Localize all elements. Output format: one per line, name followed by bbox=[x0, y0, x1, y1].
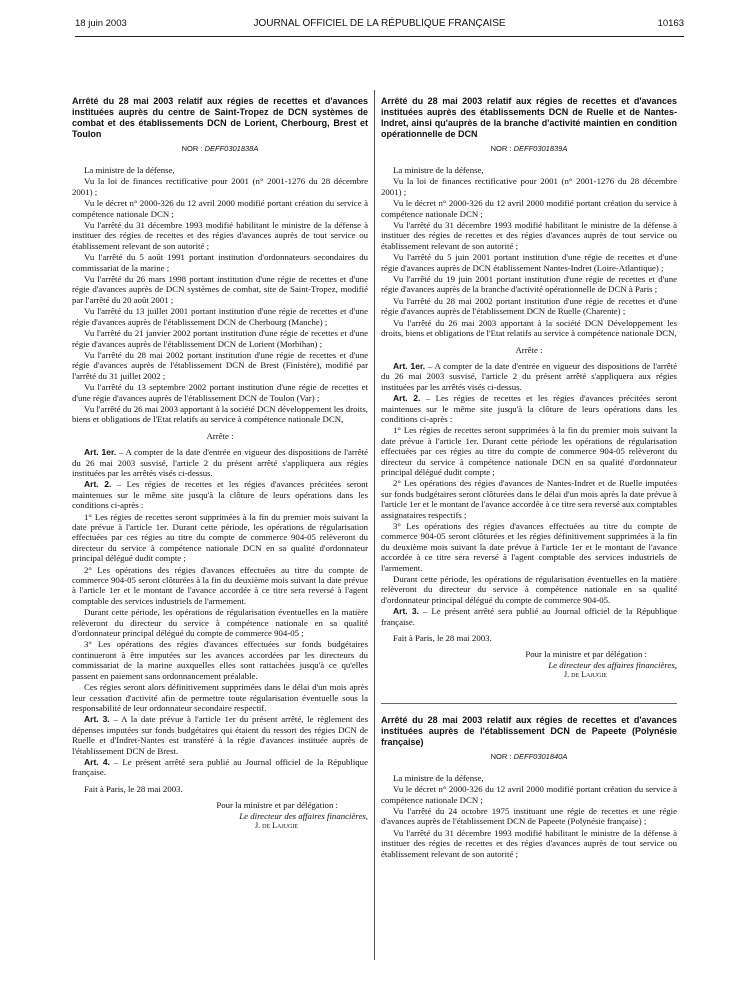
decree-separator bbox=[381, 703, 677, 705]
left-date-place: Fait à Paris, le 28 mai 2003. bbox=[84, 783, 183, 794]
column-divider bbox=[374, 90, 375, 960]
header-journal-title: JOURNAL OFFICIEL DE LA RÉPUBLIQUE FRANÇAISE bbox=[253, 18, 506, 29]
left-paragraph: La ministre de la défense, bbox=[84, 165, 175, 175]
left-nor-code: DEFF0301838A bbox=[204, 144, 259, 153]
right2-decree-title: Arrêté du 28 mai 2003 relatif aux régies de recettes et d'avances instituées auprès de l'établissement DCN de Papeete (Polynésie française) bbox=[381, 714, 677, 747]
header-rule bbox=[75, 36, 684, 37]
left-paragraph: Vu l'arrêté du 13 juillet 2001 portant institution d'une régie de recettes et d'une régie d'avances auprès de l'établissement DCN de Cherbourg (Manche) ; bbox=[72, 306, 368, 327]
right-article-label: Art. 3. bbox=[393, 606, 419, 617]
right2-paragraph: La ministre de la défense, bbox=[393, 772, 484, 783]
right-paragraph: Vu l'arrêté du 31 décembre 1993 modifié habilitant le ministre de la défense à instituer des régies de recettes et des régies d'avances auprès de tout service ou établissement relevant de son autorité ; bbox=[381, 220, 677, 251]
left-article-text: – Les régies de recettes et les régies d'avances précitées seront maintenues sur le même site jusqu'à la clôture de leurs opérations dans les conditions ci-après : bbox=[72, 479, 368, 511]
right-article-label: Art. 1er. bbox=[393, 360, 426, 371]
left-article-item: Durant cette période, les opérations de régularisation éventuelles en la matière relèveront du directeur du service à compétence nationale en sa qualité d'ordonnateur principal délégué du compte de commerce 904-05 ; bbox=[72, 607, 368, 639]
right-article-item: 3° Les opérations des régies d'avances effectuées au titre du compte de commerce 904-05 seront clôturées et les régies définitivement supprimées à la fin du deuxième mois suivant la date prévue à l'article 1er et le montant de l'avance accordée à ce titre sera reversé à l'agent comptable des services industriels de l'armement. bbox=[381, 521, 677, 573]
right-article bbox=[381, 606, 677, 627]
left-article-text: – A compter de la date d'entrée en vigueur des dispositions de l'arrêté du 26 mai 2003 susvisé, l'article 2 du présent arrêté s'appliquera aux régies instituées par les arrêtés visés ci-dessus. bbox=[72, 447, 368, 478]
left-nor-prefix: NOR : bbox=[181, 144, 203, 153]
left-article-text: – A la date prévue à l'article 1er du présent arrêté, le règlement des dépenses imputées sur fonds budgétaires qui étaient du ressort des régies DCN de Ruelle et d'Indret-Nantes est transféré à la régie d'avances instituée auprès de l'établissement DCN de Brest. bbox=[72, 714, 368, 756]
left-article bbox=[72, 447, 368, 478]
left-article-text: – Le présent arrêté sera publié au Journal officiel de la République française. bbox=[72, 756, 368, 778]
left-paragraph: Vu l'arrêté du 26 mars 1998 portant institution d'une régie de recettes et d'une régie d'avances auprès de DCN systèmes de combat, site de Saint-Tropez, modifié par l'arrêté du 20 août 2001 ; bbox=[72, 274, 368, 305]
right-article bbox=[381, 393, 677, 424]
right-decree-title: Arrêté du 28 mai 2003 relatif aux régies de recettes et d'avances instituées auprès des établissements DCN de Ruelle et de Nantes-Indret, ainsi qu'auprès de la branche d'activité maintien en condition opérationnelle de DCN bbox=[381, 96, 677, 139]
header-date: 18 juin 2003 bbox=[75, 18, 127, 29]
right-signature-name: J. de Lajugie bbox=[564, 670, 607, 680]
left-paragraph: Vu l'arrêté du 21 janvier 2002 portant institution d'une régie de recettes et d'une régie d'avances auprès de l'établissement DCN de Lorient (Morbihan) ; bbox=[72, 328, 368, 349]
right-paragraph: Vu l'arrêté du 28 mai 2002 portant institution d'une régie de recettes et d'une régie d'avances auprès de l'établissement DCN de Ruelle (Charente) ; bbox=[381, 295, 677, 317]
left-paragraph: Vu l'arrêté du 31 décembre 1993 modifié habilitant le ministre de la défense à instituer des régies de recettes et des régies d'avances auprès de tout service ou établissement relevant de son autorité ; bbox=[72, 220, 368, 251]
left-article bbox=[72, 714, 368, 756]
left-article-label: Art. 3. bbox=[84, 714, 110, 725]
left-article-item: Ces régies seront alors définitivement supprimées dans le délai d'un mois après leur cessation d'activité afin de permettre toute régularisation éventuelle sous la responsabilité de leur ordonnateur secondaire respectif. bbox=[72, 682, 368, 713]
left-column bbox=[72, 96, 368, 831]
left-signature-line2: Le directeur des affaires financières, bbox=[239, 810, 368, 821]
right-signature-line1: Pour la ministre et par délégation : bbox=[525, 649, 647, 660]
left-article-item: 3° Les opérations des régies d'avances effectuées sur fonds budgétaires continueront à être imputées sur les avances accordées par les directeurs du commissariat de la marine auxquelles elles sont rattachées jusqu'à ce qu'elles passent en paiement sans ordonnancement préalable. bbox=[72, 639, 368, 681]
right-nor-reference bbox=[381, 144, 677, 153]
right-paragraph: Vu la loi de finances rectificative pour 2001 (n° 2001-1276 du 28 décembre 2001) ; bbox=[381, 176, 677, 197]
right2-paragraph: Vu l'arrêté du 31 décembre 1993 modifié habilitant le ministre de la défense à instituer des régies de recettes et des régies d'avances auprès de tout service ou établissement relevant de son autorité ; bbox=[381, 827, 677, 859]
left-paragraph: Vu la loi de finances rectificative pour 2001 (n° 2001-1276 du 28 décembre 2001) ; bbox=[72, 176, 368, 197]
right-nor-code: DEFF0301839A bbox=[513, 144, 568, 153]
left-paragraph: Vu l'arrêté du 5 août 1991 portant institution d'ordonnateurs secondaires du commissariat de la marine ; bbox=[72, 252, 368, 273]
left-signature-name: J. de Lajugie bbox=[255, 820, 298, 830]
right-paragraph: Vu l'arrêté du 5 juin 2001 portant institution d'une régie de recettes et d'une régie d'avances auprès de DCN établissement Nantes-Indret (Loire-Atlantique) ; bbox=[381, 252, 677, 273]
left-decree-title: Arrêté du 28 mai 2003 relatif aux régies de recettes et d'avances instituées auprès du centre de Saint-Tropez de DCN systèmes de combat et des établissements DCN de Lorient, Cherbourg, Brest et Toulon bbox=[72, 96, 368, 139]
right-article-item: 2° Les opérations des régies d'avances de Nantes-Indret et de Ruelle imputées sur fonds budgétaires seront clôturées dans le délai d'un mois après la date prévue à l'article 1er et le montant de l'avance accordée à ce titre sera reversé aux comptables assignataires respectifs ; bbox=[381, 478, 677, 520]
left-arrete: Arrête : bbox=[206, 430, 234, 441]
right-signature-line2: Le directeur des affaires financières, bbox=[548, 659, 677, 670]
left-nor-reference bbox=[72, 144, 368, 153]
left-article-label: Art. 4. bbox=[84, 756, 110, 767]
right-article bbox=[381, 361, 677, 392]
left-article bbox=[72, 479, 368, 510]
left-article-label: Art. 1er. bbox=[84, 447, 117, 458]
left-paragraph: Vu l'arrêté du 13 septembre 2002 portant institution d'une régie de recettes et d'une régie d'avances auprès de l'établissement DCN de Toulon (Var) ; bbox=[72, 382, 368, 403]
right2-nor-prefix: NOR : bbox=[490, 751, 512, 761]
left-article bbox=[72, 757, 368, 778]
right2-paragraph: Vu l'arrêté du 24 octobre 1975 instituant une régie de recettes et une régie d'avances auprès de l'établissement DCN de Papeete (Polynésie française) ; bbox=[381, 805, 677, 827]
right-article-item: 1° Les régies de recettes seront supprimées à la fin du premier mois suivant la date prévue à l'article 1er. Durant cette période les opérations de régularisation effectuées par ces régies au titre du compte de commerce 904-05 relèveront du directeur du service à compétence nationale DCN en sa qualité d'ordonnateur principal délégué dudit compte ; bbox=[381, 425, 677, 477]
right-paragraph: Vu le décret n° 2000-326 du 12 avril 2000 modifié portant création du service à compétence nationale DCN ; bbox=[381, 198, 677, 219]
right-paragraph: Vu l'arrêté du 26 mai 2003 apportant à la société DCN Développement les droits, biens et obligations de l'Etat relatifs au service à compétence nationale DCN, bbox=[381, 317, 677, 339]
right-article-text: – A compter de la date d'entrée en vigueur des dispositions de l'arrêté du 26 mai 2003 susvisé, l'article 2 du présent arrêté s'appliquera aux régies instituées par les arrêtés visés ci-dessus. bbox=[381, 360, 677, 392]
right-arrete: Arrête : bbox=[515, 344, 543, 355]
right-paragraph: La ministre de la défense, bbox=[393, 165, 484, 175]
right2-paragraph: Vu le décret n° 2000-326 du 12 avril 2000 modifié portant création du service à compétence nationale DCN ; bbox=[381, 784, 677, 805]
page-header bbox=[75, 18, 684, 34]
left-article-item: 2° Les opérations des régies d'avances effectuées au titre du compte de commerce 904-05 seront clôturées à la fin du deuxième mois suivant la date prévue à l'article 1er et le montant de l'avance accordée à ce titre sera reversé à l'agent comptable des services industriels de l'armement. bbox=[72, 564, 368, 606]
right-article-text: – Les régies de recettes et les régies d'avances précitées seront maintenues sur le même site jusqu'à la clôture de leurs opérations dans les conditions ci-après : bbox=[381, 393, 677, 424]
right-article-item: Durant cette période, les opérations de régularisation éventuelles en la matière relèveront du directeur du service à compétence nationale en sa qualité d'ordonnateur principal délégué du compte de commerce 904-05. bbox=[381, 574, 677, 605]
right-column bbox=[381, 96, 677, 860]
right-signature bbox=[381, 649, 677, 680]
left-paragraph: Vu l'arrêté du 28 mai 2002 portant institution d'une régie de recettes et d'une régie d'avances auprès de l'établissement DCN de Brest (Finistère), modifié par l'arrêté du 31 juillet 2002 ; bbox=[72, 349, 368, 381]
left-paragraph: Vu le décret n° 2000-326 du 12 avril 2000 modifié portant création du service à compétence nationale DCN ; bbox=[72, 198, 368, 219]
right-article-text: – Le présent arrêté sera publié au Journal officiel de la République française. bbox=[381, 606, 677, 627]
left-article-item: 1° Les régies de recettes seront supprimées à la fin du premier mois suivant la date prévue à l'article 1er. Durant cette période, les opérations de régularisation effectuées par ces régies au titre du compte de commerce 904-05 relèveront du directeur du service à compétence nationale DCN en sa qualité d'ordonnateur principal délégué dudit compte ; bbox=[72, 511, 368, 564]
left-signature-line1: Pour la ministre et par délégation : bbox=[216, 800, 338, 811]
right2-nor-code: DEFF0301840A bbox=[513, 751, 568, 761]
right2-nor-reference bbox=[381, 752, 677, 761]
right-paragraph: Vu l'arrêté du 19 juin 2001 portant institution d'une régie de recettes et d'une régie d'avances auprès de la branche d'activité opérationnelle de DCN à Paris ; bbox=[381, 274, 677, 295]
right-nor-prefix: NOR : bbox=[490, 144, 512, 153]
header-page-number: 10163 bbox=[657, 18, 684, 29]
left-signature bbox=[72, 800, 368, 831]
right-article-label: Art. 2. bbox=[393, 393, 421, 404]
left-article-label: Art. 2. bbox=[84, 479, 112, 490]
right-date-place: Fait à Paris, le 28 mai 2003. bbox=[393, 633, 492, 644]
left-paragraph: Vu l'arrêté du 26 mai 2003 apportant à la société DCN développement les droits, biens et obligations de l'Etat relatifs au service à compétence nationale DCN, bbox=[72, 403, 368, 425]
